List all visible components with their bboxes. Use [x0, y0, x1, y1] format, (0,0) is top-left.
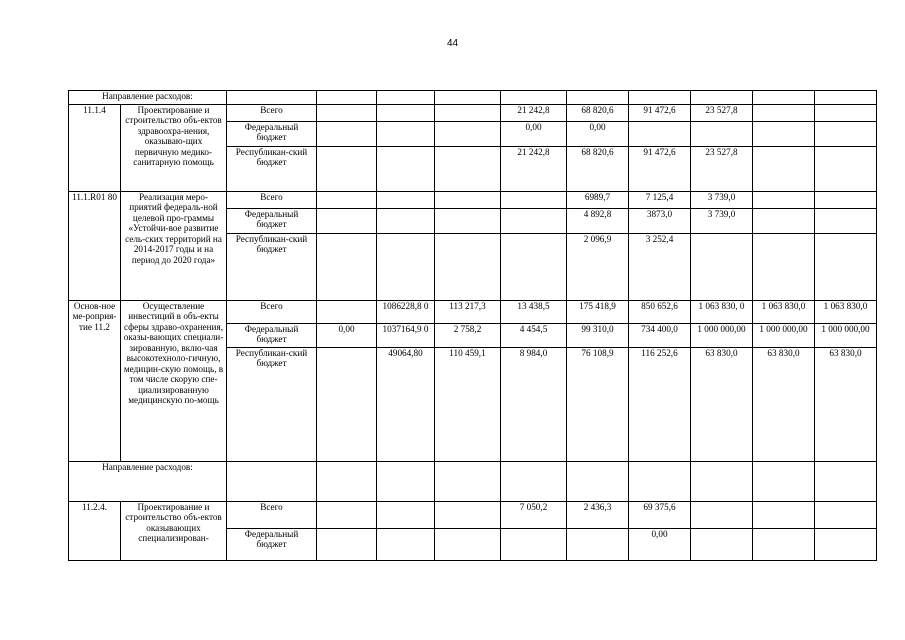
value-cell: 63 830,0 [753, 348, 815, 462]
value-cell [691, 234, 753, 301]
value-cell: 99 310,0 [567, 324, 629, 348]
value-cell: 1 000 000,00 [753, 324, 815, 348]
value-cell: 734 400,0 [629, 324, 691, 348]
value-cell: 850 652,6 [629, 301, 691, 324]
funding-source: Всего [227, 105, 317, 122]
value-cell [377, 105, 435, 122]
table-row [69, 502, 877, 529]
value-cell [435, 209, 501, 234]
value-cell: 1086228,8 0 [377, 301, 435, 324]
value-cell [691, 502, 753, 529]
funding-source: Федеральный бюджет [227, 529, 317, 561]
value-cell: 0,00 [629, 529, 691, 561]
funding-source: Федеральный бюджет [227, 122, 317, 147]
value-cell [435, 147, 501, 192]
value-cell [435, 192, 501, 209]
row-description: Осуществление инвестиций в объ-екты сферы здраво-охранения, оказы-вающих специали-зированную, вклю-чая высокотехноло-гичную, медицин-скую помощь, в том числе скорую спе-циализированную медицинскую по-мощь [121, 301, 227, 462]
value-cell: 3 739,0 [691, 209, 753, 234]
value-cell: 3873,0 [629, 209, 691, 234]
value-cell [815, 105, 877, 122]
value-cell [815, 502, 877, 529]
value-cell [317, 209, 377, 234]
value-cell: 49064,80 [377, 348, 435, 462]
funding-source: Республикан-ский бюджет [227, 348, 317, 462]
value-cell: 1037164,9 0 [377, 324, 435, 348]
row-description: Реализация меро-приятий федераль-ной целевой про-граммы «Устойчи-вое развитие сель-ских территорий на 2014-2017 годы и на период до 2020 года» [121, 192, 227, 301]
value-cell [567, 529, 629, 561]
value-cell [317, 105, 377, 122]
value-cell: 4 892,8 [567, 209, 629, 234]
value-cell [501, 209, 567, 234]
funding-source: Федеральный бюджет [227, 209, 317, 234]
value-cell [815, 234, 877, 301]
row-code: 11.1.R01 80 [69, 192, 121, 301]
value-cell: 1 063 830, 0 [691, 301, 753, 324]
value-cell: 23 527,8 [691, 105, 753, 122]
row-code: 11.1.4 [69, 105, 121, 192]
value-cell: 21 242,8 [501, 105, 567, 122]
value-cell: 113 217,3 [435, 301, 501, 324]
value-cell: 21 242,8 [501, 147, 567, 192]
value-cell: 8 984,0 [501, 348, 567, 462]
value-cell: 0,00 [567, 122, 629, 147]
value-cell: 76 108,9 [567, 348, 629, 462]
value-cell [317, 147, 377, 192]
value-cell [435, 502, 501, 529]
value-cell [691, 122, 753, 147]
value-cell [435, 234, 501, 301]
value-cell [317, 301, 377, 324]
value-cell: 2 096,9 [567, 234, 629, 301]
value-cell [815, 192, 877, 209]
row-description: Проектирование и строительство объ-ектов оказывающих специализирован- [121, 502, 227, 561]
value-cell [377, 234, 435, 301]
value-cell [753, 122, 815, 147]
value-cell: 0,00 [501, 122, 567, 147]
value-cell [435, 122, 501, 147]
row-code: 11.2.4. [69, 502, 121, 561]
value-cell [815, 209, 877, 234]
value-cell: 2 436,3 [567, 502, 629, 529]
section-heading: Направление расходов: [69, 462, 227, 502]
section-heading-row [69, 462, 877, 502]
value-cell [629, 122, 691, 147]
value-cell [501, 234, 567, 301]
value-cell: 110 459,1 [435, 348, 501, 462]
value-cell [377, 122, 435, 147]
value-cell [753, 209, 815, 234]
value-cell [501, 529, 567, 561]
value-cell [377, 502, 435, 529]
value-cell [317, 348, 377, 462]
value-cell: 63 830,0 [691, 348, 753, 462]
funding-source: Всего [227, 502, 317, 529]
value-cell [815, 122, 877, 147]
value-cell [435, 529, 501, 561]
table-row [69, 301, 877, 324]
budget-table [68, 90, 877, 561]
value-cell: 68 820,6 [567, 105, 629, 122]
value-cell: 91 472,6 [629, 105, 691, 122]
value-cell [377, 147, 435, 192]
row-code: Основ-ное ме-роприя-тие 11.2 [69, 301, 121, 462]
value-cell: 69 375,6 [629, 502, 691, 529]
value-cell: 175 418,9 [567, 301, 629, 324]
value-cell: 2 758,2 [435, 324, 501, 348]
value-cell: 7 050,2 [501, 502, 567, 529]
value-cell: 91 472,6 [629, 147, 691, 192]
page-number: 44 [446, 38, 459, 49]
value-cell [377, 529, 435, 561]
value-cell [753, 234, 815, 301]
funding-source: Федеральный бюджет [227, 324, 317, 348]
value-cell: 116 252,6 [629, 348, 691, 462]
value-cell: 23 527,8 [691, 147, 753, 192]
value-cell [753, 147, 815, 192]
funding-source: Всего [227, 301, 317, 324]
funding-source: Всего [227, 192, 317, 209]
value-cell: 3 739,0 [691, 192, 753, 209]
value-cell [435, 105, 501, 122]
value-cell [501, 192, 567, 209]
value-cell [753, 105, 815, 122]
value-cell [317, 529, 377, 561]
value-cell: 4 454,5 [501, 324, 567, 348]
value-cell [317, 192, 377, 209]
value-cell: 13 438,5 [501, 301, 567, 324]
value-cell: 3 252,4 [629, 234, 691, 301]
section-heading-row [69, 91, 877, 105]
value-cell [815, 147, 877, 192]
table-row [69, 192, 877, 209]
value-cell: 1 063 830,0 [753, 301, 815, 324]
value-cell: 1 000 000,00 [815, 324, 877, 348]
value-cell [753, 529, 815, 561]
value-cell [377, 192, 435, 209]
value-cell [753, 192, 815, 209]
value-cell: 6989,7 [567, 192, 629, 209]
value-cell: 1 063 830,0 [815, 301, 877, 324]
funding-source: Республикан-ский бюджет [227, 234, 317, 301]
value-cell [317, 502, 377, 529]
value-cell [691, 529, 753, 561]
value-cell: 7 125,4 [629, 192, 691, 209]
value-cell [377, 209, 435, 234]
value-cell: 1 000 000,00 [691, 324, 753, 348]
value-cell [317, 122, 377, 147]
value-cell [815, 529, 877, 561]
value-cell: 63 830,0 [815, 348, 877, 462]
section-heading: Направление расходов: [69, 91, 227, 105]
table-row [69, 105, 877, 122]
value-cell [753, 502, 815, 529]
value-cell: 0,00 [317, 324, 377, 348]
value-cell: 68 820,6 [567, 147, 629, 192]
funding-source: Республикан-ский бюджет [227, 147, 317, 192]
value-cell [317, 234, 377, 301]
row-description: Проектирование и строительство объ-ектов здравоохра-нения, оказываю-щих первичную медико-санитарную помощь [121, 105, 227, 192]
